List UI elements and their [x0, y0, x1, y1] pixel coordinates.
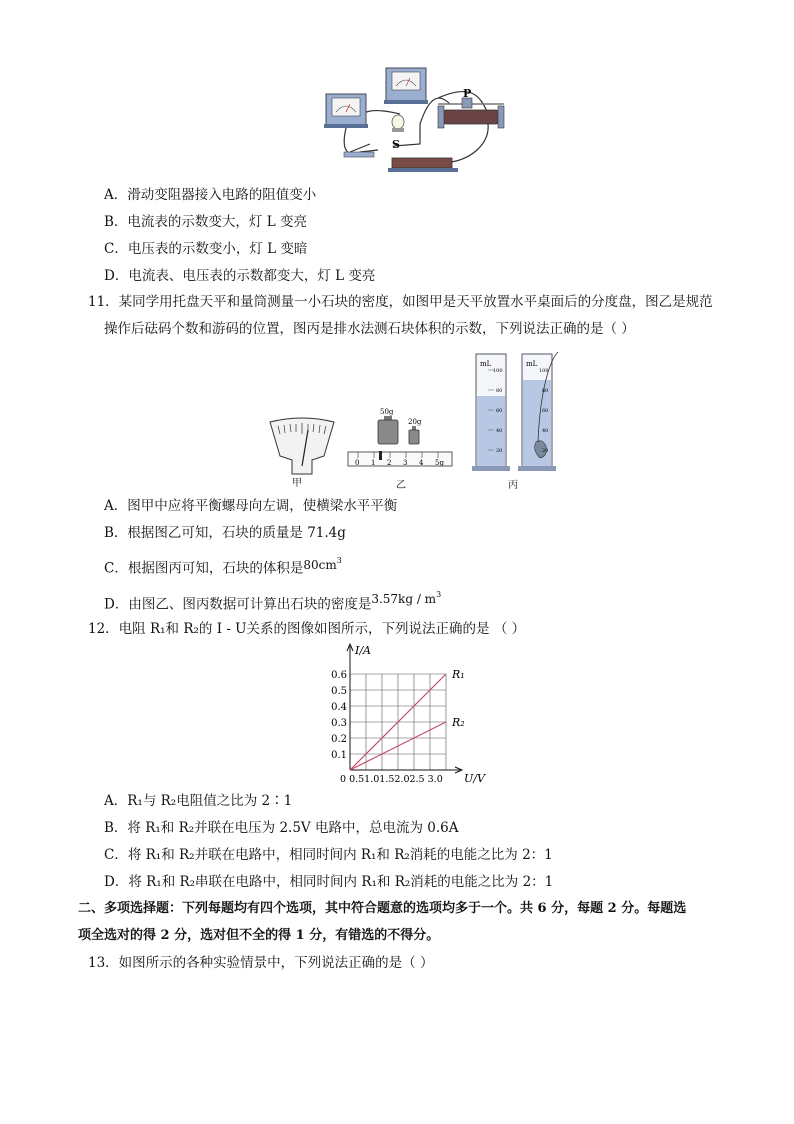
- fig-label-jia: 甲: [292, 478, 302, 489]
- cyl2-unit: mL: [526, 360, 538, 368]
- q11-option-c-text: C．根据图丙可知，石块的体积是: [104, 560, 304, 577]
- cyl1-tick-60: 60: [496, 408, 503, 414]
- q11-stem-line2: 操作后砝码个数和游码的位置，图丙是排水法测石块体积的示数，下列说法正确的是（ ）: [104, 321, 635, 337]
- switch-label-s: S: [392, 138, 400, 151]
- q10-option-d: D．电流表、电压表的示数都变大，灯 L 变亮: [104, 268, 376, 284]
- cyl2-tick-80: 80: [542, 388, 549, 394]
- y-tick-label: 0.5: [331, 686, 347, 697]
- rider-tick-3: 3: [403, 459, 408, 467]
- q11-option-d-text: D．由图乙、图丙数据可计算出石块的密度是: [104, 596, 372, 613]
- ammeter-icon: [384, 68, 428, 104]
- slider-label-p: P: [463, 87, 472, 100]
- cyl2-tick-100: 100: [539, 368, 549, 374]
- q10-option-c: C．电压表的示数变小，灯 L 变暗: [104, 241, 308, 257]
- q11-option-d-value: 3.57kg / m: [371, 591, 437, 606]
- y-axis-title: I/A: [355, 644, 371, 657]
- rider-marker: [379, 451, 382, 460]
- y-tick-label: 0.4: [331, 702, 347, 713]
- cylinders-figure: [470, 350, 562, 474]
- cyl2-tick-20: 20: [542, 448, 549, 454]
- circuit-figure: [320, 64, 506, 176]
- q10-option-a: A．滑动变阻器接入电路的阻值变小: [104, 187, 317, 203]
- x-axis-title: U/V: [464, 772, 485, 785]
- q11-option-a: A．图甲中应将平衡螺母向左调，使横梁水平平衡: [104, 498, 398, 514]
- rider-tick-4: 4: [419, 459, 424, 467]
- q12-stem: 12．电阻 R₁和 R₂的 I - U关系的图像如图所示，下列说法正确的是 （ ）: [88, 621, 526, 637]
- q10-option-b: B．电流表的示数变大，灯 L 变亮: [104, 214, 307, 230]
- q13-stem: 13．如图所示的各种实验情景中，下列说法正确的是（ ）: [88, 955, 434, 971]
- q12-option-a: A．R₁与 R₂电阻值之比为 2∶1: [104, 793, 293, 809]
- section2-line1: 二、多项选择题：下列每题均有四个选项，其中符合题意的选项均多于一个。共 6 分，每题 2 分。每题选: [78, 901, 687, 916]
- weights-scale-figure: [344, 404, 456, 476]
- q12-option-b: B．将 R₁和 R₂并联在电压为 2.5V 电路中，总电流为 0.6A: [104, 820, 459, 836]
- series-label-r1: R₁: [452, 668, 465, 681]
- rider-tick-2: 2: [387, 459, 392, 467]
- y-tick-label: 0.6: [331, 670, 347, 681]
- q11-option-d: [104, 592, 441, 614]
- q12-option-c: C．将 R₁和 R₂并联在电路中，相同时间内 R₁和 R₂消耗的电能之比为 2：1: [104, 847, 553, 863]
- q11-option-b: B．根据图乙可知，石块的质量是 71.4g: [104, 525, 346, 541]
- lamp-icon: [392, 115, 404, 132]
- q11-stem-line1: 11．某同学用托盘天平和量筒测量一小石块的密度，如图甲是天平放置水平桌面后的分度盘，图乙是规范: [88, 294, 713, 310]
- fig-label-bing: 丙: [508, 480, 518, 491]
- rider-tick-1: 1: [371, 459, 376, 467]
- section2-line2: 项全选对的得 2 分，选对但不全的得 1 分，有错选的不得分。: [78, 928, 440, 943]
- weight-20g-label: 20g: [408, 418, 422, 426]
- fig-label-yi: 乙: [396, 480, 406, 491]
- cyl1-tick-20: 20: [496, 448, 503, 454]
- cylinder-1: [472, 354, 510, 471]
- chart-axes: [347, 644, 462, 773]
- weight-20g-icon: [409, 426, 419, 444]
- cyl1-unit: mL: [480, 360, 492, 368]
- chart-labels: [331, 644, 486, 785]
- rider-tick-5: 5g: [435, 459, 444, 467]
- q11-option-c: [104, 556, 342, 578]
- q11-option-c-value: 80cm: [303, 557, 337, 572]
- weight-50g-icon: [378, 416, 398, 444]
- cyl1-tick-40: 40: [496, 428, 503, 434]
- x-tick-labels: 0 0.51.01.52.02.5 3.0: [340, 774, 443, 785]
- y-tick-label: 0.1: [331, 750, 347, 761]
- iu-chart: [331, 642, 485, 785]
- weight-50g-label: 50g: [380, 408, 394, 416]
- balance-dial-figure: [264, 416, 340, 486]
- q11-option-c-exp: 3: [336, 556, 342, 565]
- series-label-r2: R₂: [452, 716, 465, 729]
- voltmeter-icon: [324, 94, 368, 128]
- cyl2-tick-40: 40: [542, 428, 549, 434]
- cyl1-tick-100: 100: [493, 368, 503, 374]
- q12-option-d: D．将 R₁和 R₂串联在电路中，相同时间内 R₁和 R₂消耗的电能之比为 2：1: [104, 874, 554, 890]
- cyl1-tick-80: 80: [496, 388, 503, 394]
- rider-tick-0: 0: [355, 459, 360, 467]
- q11-option-d-exp: 3: [436, 590, 442, 599]
- battery-icon: [388, 158, 458, 172]
- cyl2-tick-60: 60: [542, 408, 549, 414]
- y-tick-label: 0.2: [331, 734, 347, 745]
- cylinder-2: [518, 352, 558, 471]
- y-tick-label: 0.3: [331, 718, 347, 729]
